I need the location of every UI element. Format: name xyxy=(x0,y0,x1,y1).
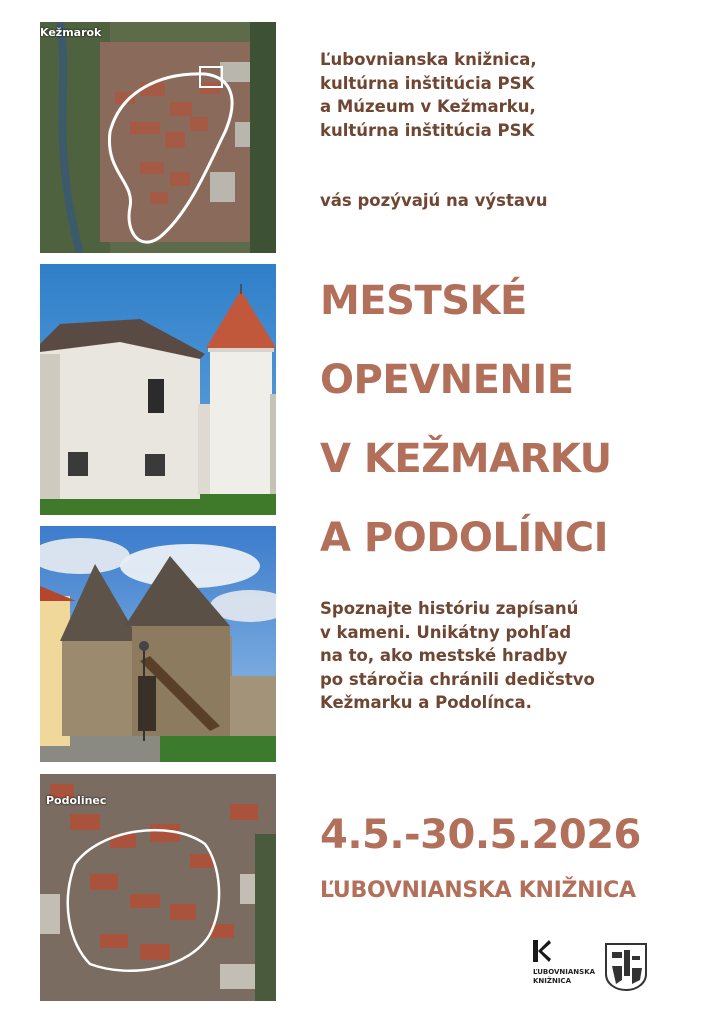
description-line: v kameni. Unikátny pohľad xyxy=(320,622,572,642)
title-line: A PODOLÍNCI xyxy=(320,515,608,561)
castle-photo xyxy=(40,264,276,515)
kezmarok-aerial-map xyxy=(40,22,276,253)
description-line: Kežmarku a Podolínca. xyxy=(320,693,532,712)
description-line: na to, ako mestské hradby xyxy=(320,646,568,665)
exhibition-date: 4.5.-30.5.2026 xyxy=(320,812,641,858)
title-line: MESTSKÉ xyxy=(320,278,527,324)
organizer-line: a Múzeum v Kežmarku, xyxy=(320,97,536,116)
organizer-line: Ľubovnianska knižnica, xyxy=(320,50,537,69)
library-k-icon xyxy=(533,940,551,962)
title-line: V KEŽMARKU xyxy=(320,436,612,482)
podolinec-map-label: Podolinec xyxy=(46,794,107,807)
organizer-line: kultúrna inštitúcia PSK xyxy=(320,73,535,93)
exhibition-venue: ĽUBOVNIANSKA KNIŽNICA xyxy=(320,878,636,903)
library-logo-text xyxy=(533,968,595,986)
organizer-line: kultúrna inštitúcia PSK xyxy=(320,120,535,140)
organizers-block xyxy=(320,48,537,142)
invitation-text: vás pozývajú na výstavu xyxy=(320,191,548,210)
museum-crest-icon xyxy=(602,940,650,992)
description-line: Spoznajte históriu zapísanú xyxy=(320,599,579,618)
kezmarok-map-label: Kežmarok xyxy=(40,26,102,39)
description-line: po stáročia chránili dedičstvo xyxy=(320,669,595,689)
library-logo xyxy=(533,940,603,990)
title-line: OPEVNENIE xyxy=(320,357,574,403)
exhibition-title xyxy=(320,262,612,578)
podolinec-aerial-map xyxy=(40,774,276,1001)
towers-photo xyxy=(40,526,276,762)
library-logo-line: KNIŽNICA xyxy=(533,977,571,985)
exhibition-description xyxy=(320,597,595,715)
library-logo-line: ĽUBOVNIANSKA xyxy=(533,968,596,976)
museum-logo xyxy=(602,940,650,992)
